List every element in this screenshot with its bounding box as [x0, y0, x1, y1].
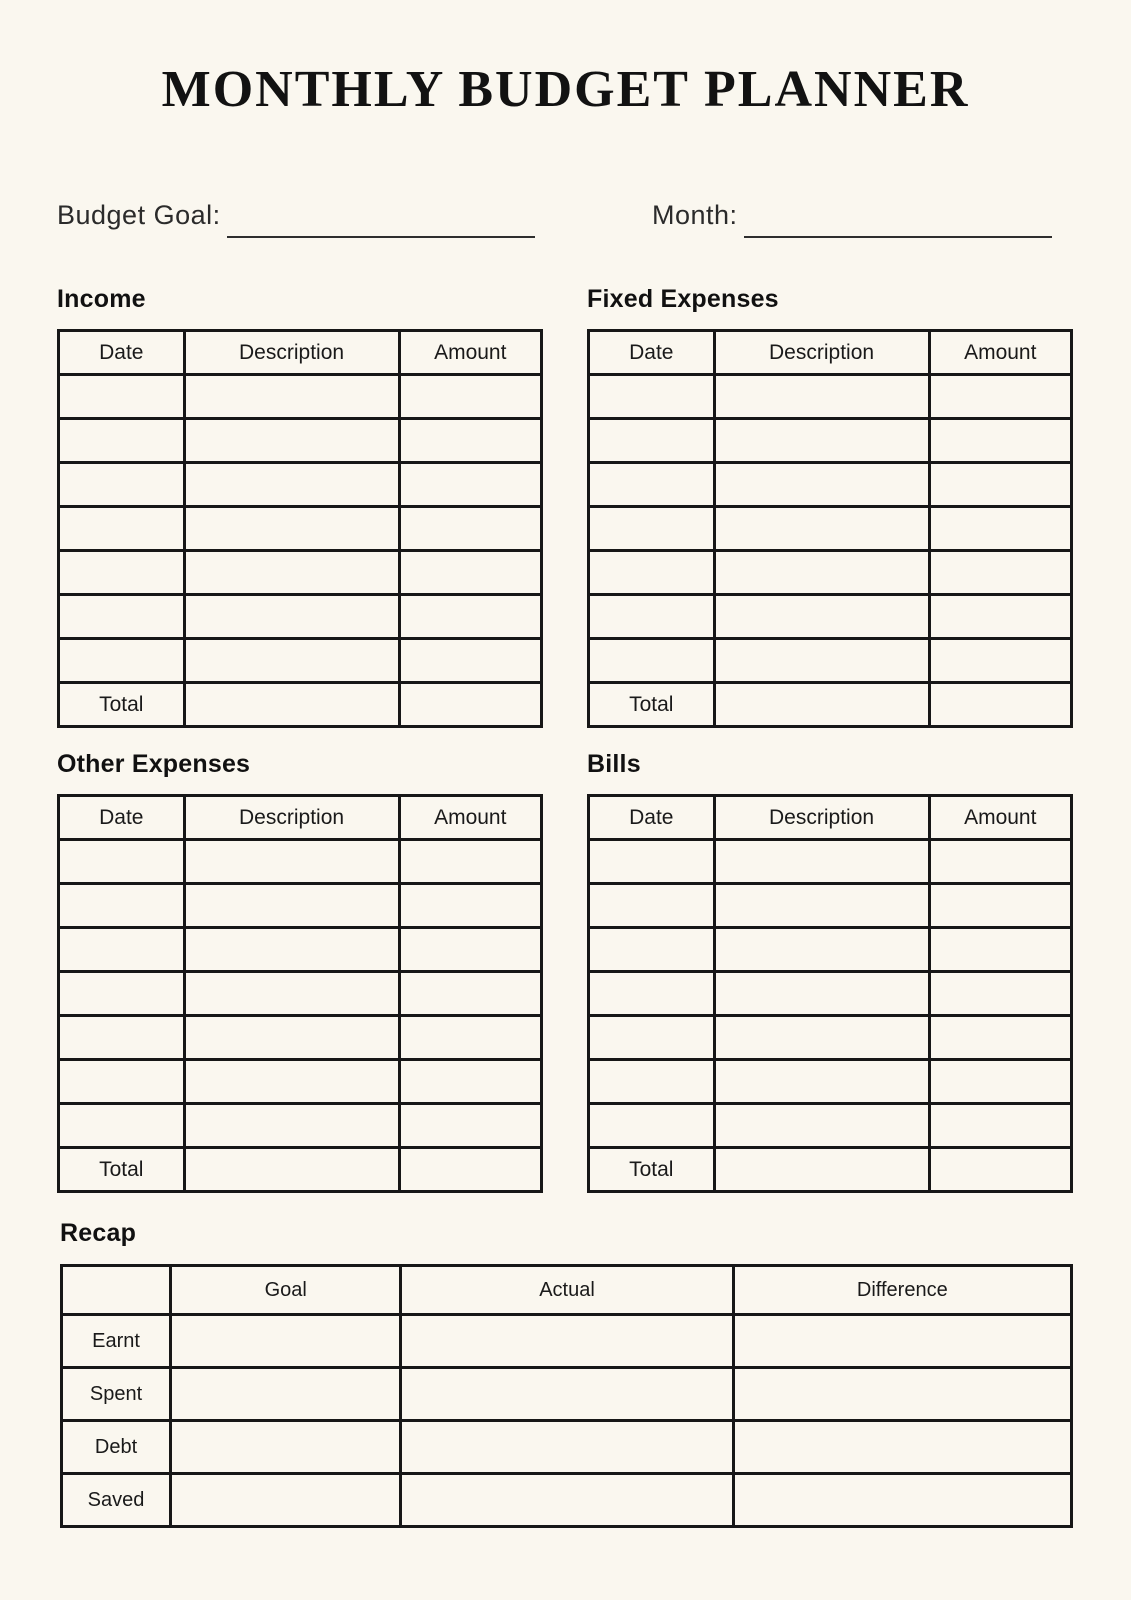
income-heading: Income — [57, 285, 146, 313]
empty-cell[interactable] — [589, 1060, 715, 1104]
empty-row — [59, 375, 542, 419]
total-amount-cell[interactable] — [929, 683, 1072, 727]
amount-column-header: Amount — [399, 796, 542, 840]
recap-row-label: Debt — [62, 1421, 171, 1474]
empty-cell[interactable] — [929, 507, 1072, 551]
empty-cell[interactable] — [714, 639, 929, 683]
total-description-cell[interactable] — [184, 1148, 399, 1192]
spent-goal-cell[interactable] — [171, 1368, 401, 1421]
description-column-header: Description — [714, 331, 929, 375]
empty-cell[interactable] — [589, 1104, 715, 1148]
recap-row-label: Saved — [62, 1474, 171, 1527]
income-section — [57, 285, 543, 728]
debt-difference-cell[interactable] — [733, 1421, 1071, 1474]
empty-cell[interactable] — [714, 840, 929, 884]
empty-cell[interactable] — [399, 1060, 542, 1104]
empty-cell[interactable] — [184, 507, 399, 551]
empty-row — [59, 595, 542, 639]
recap-section — [60, 1219, 1073, 1528]
empty-cell[interactable] — [929, 419, 1072, 463]
empty-row — [589, 884, 1072, 928]
date-column-header: Date — [59, 331, 185, 375]
empty-cell[interactable] — [399, 884, 542, 928]
total-row — [589, 683, 1072, 727]
empty-cell[interactable] — [929, 463, 1072, 507]
bottom-tables-row — [57, 750, 1131, 1193]
empty-row — [589, 507, 1072, 551]
earnt-goal-cell[interactable] — [171, 1315, 401, 1368]
total-label: Total — [589, 683, 715, 727]
empty-cell[interactable] — [184, 840, 399, 884]
total-description-cell[interactable] — [714, 1148, 929, 1192]
empty-cell[interactable] — [714, 507, 929, 551]
total-amount-cell[interactable] — [929, 1148, 1072, 1192]
empty-cell[interactable] — [59, 551, 185, 595]
empty-cell[interactable] — [184, 1060, 399, 1104]
total-label: Total — [59, 1148, 185, 1192]
header-row — [589, 331, 1072, 375]
budget-goal-field — [57, 199, 535, 231]
empty-cell[interactable] — [714, 884, 929, 928]
recap-row-label: Earnt — [62, 1315, 171, 1368]
total-amount-cell[interactable] — [399, 683, 542, 727]
empty-cell[interactable] — [929, 972, 1072, 1016]
earnt-actual-cell[interactable] — [401, 1315, 733, 1368]
empty-cell[interactable] — [59, 840, 185, 884]
empty-row — [59, 1016, 542, 1060]
empty-cell[interactable] — [714, 1016, 929, 1060]
empty-cell[interactable] — [399, 551, 542, 595]
empty-cell[interactable] — [184, 595, 399, 639]
empty-row — [59, 884, 542, 928]
empty-row — [589, 375, 1072, 419]
spent-difference-cell[interactable] — [733, 1368, 1071, 1421]
empty-cell[interactable] — [59, 1104, 185, 1148]
top-tables-row — [57, 285, 1131, 728]
header-row — [589, 796, 1072, 840]
total-description-cell[interactable] — [714, 683, 929, 727]
empty-row — [589, 419, 1072, 463]
recap-header-row — [62, 1266, 1072, 1315]
empty-cell[interactable] — [399, 375, 542, 419]
bills-heading: Bills — [587, 750, 641, 778]
empty-cell[interactable] — [59, 507, 185, 551]
recap-row-spent — [62, 1368, 1072, 1421]
empty-cell[interactable] — [589, 375, 715, 419]
empty-cell[interactable] — [184, 551, 399, 595]
empty-row — [59, 1104, 542, 1148]
empty-cell[interactable] — [929, 639, 1072, 683]
income-table — [57, 329, 543, 728]
debt-goal-cell[interactable] — [171, 1421, 401, 1474]
month-field — [652, 199, 1052, 231]
empty-cell[interactable] — [184, 463, 399, 507]
empty-cell[interactable] — [929, 928, 1072, 972]
empty-cell[interactable] — [59, 595, 185, 639]
empty-cell[interactable] — [184, 884, 399, 928]
empty-cell[interactable] — [589, 928, 715, 972]
empty-row — [589, 1016, 1072, 1060]
empty-cell[interactable] — [184, 419, 399, 463]
empty-row — [589, 928, 1072, 972]
empty-row — [589, 551, 1072, 595]
empty-cell[interactable] — [184, 639, 399, 683]
empty-cell[interactable] — [59, 884, 185, 928]
empty-row — [589, 595, 1072, 639]
empty-row — [59, 463, 542, 507]
debt-actual-cell[interactable] — [401, 1421, 733, 1474]
empty-cell[interactable] — [399, 928, 542, 972]
amount-column-header: Amount — [929, 796, 1072, 840]
empty-cell[interactable] — [929, 840, 1072, 884]
empty-cell[interactable] — [589, 972, 715, 1016]
empty-row — [59, 972, 542, 1016]
empty-row — [59, 639, 542, 683]
empty-row — [59, 507, 542, 551]
bills-section — [587, 750, 1073, 1193]
empty-cell[interactable] — [59, 1016, 185, 1060]
empty-cell[interactable] — [714, 463, 929, 507]
empty-row — [59, 551, 542, 595]
other-expenses-table — [57, 794, 543, 1193]
date-column-header: Date — [59, 796, 185, 840]
total-label: Total — [589, 1148, 715, 1192]
saved-actual-cell[interactable] — [401, 1474, 733, 1527]
total-label: Total — [59, 683, 185, 727]
empty-cell[interactable] — [589, 840, 715, 884]
empty-cell[interactable] — [714, 419, 929, 463]
empty-cell[interactable] — [929, 1060, 1072, 1104]
recap-table — [60, 1264, 1073, 1528]
difference-column-header: Difference — [733, 1266, 1071, 1315]
total-row — [589, 1148, 1072, 1192]
empty-cell[interactable] — [399, 1104, 542, 1148]
other-expenses-section — [57, 750, 543, 1193]
header-row — [59, 331, 542, 375]
spent-actual-cell[interactable] — [401, 1368, 733, 1421]
empty-cell[interactable] — [714, 972, 929, 1016]
empty-cell[interactable] — [59, 463, 185, 507]
budget-goal-label: Budget Goal: — [57, 199, 221, 230]
other-expenses-heading: Other Expenses — [57, 750, 251, 778]
bills-table — [587, 794, 1073, 1193]
empty-row — [59, 419, 542, 463]
empty-cell[interactable] — [589, 639, 715, 683]
fixed-expenses-table — [587, 329, 1073, 728]
empty-cell[interactable] — [399, 419, 542, 463]
empty-cell[interactable] — [929, 884, 1072, 928]
empty-cell[interactable] — [714, 1104, 929, 1148]
page-title: MONTHLY BUDGET PLANNER — [161, 61, 970, 118]
description-column-header: Description — [184, 796, 399, 840]
empty-cell[interactable] — [589, 507, 715, 551]
empty-cell[interactable] — [589, 551, 715, 595]
empty-row — [59, 928, 542, 972]
recap-row-debt — [62, 1421, 1072, 1474]
empty-row — [589, 639, 1072, 683]
recap-row-label: Spent — [62, 1368, 171, 1421]
empty-cell[interactable] — [399, 507, 542, 551]
earnt-difference-cell[interactable] — [733, 1315, 1071, 1368]
empty-cell[interactable] — [184, 1104, 399, 1148]
empty-row — [589, 840, 1072, 884]
actual-column-header: Actual — [401, 1266, 733, 1315]
goal-column-header: Goal — [171, 1266, 401, 1315]
empty-cell[interactable] — [59, 1060, 185, 1104]
empty-cell[interactable] — [399, 1016, 542, 1060]
empty-cell[interactable] — [929, 1104, 1072, 1148]
empty-cell[interactable] — [929, 551, 1072, 595]
empty-cell[interactable] — [184, 1016, 399, 1060]
description-column-header: Description — [184, 331, 399, 375]
empty-cell[interactable] — [929, 595, 1072, 639]
empty-cell[interactable] — [59, 375, 185, 419]
empty-cell[interactable] — [589, 419, 715, 463]
empty-cell[interactable] — [399, 463, 542, 507]
empty-row — [589, 1104, 1072, 1148]
month-input-line[interactable] — [744, 236, 1052, 238]
empty-cell[interactable] — [589, 463, 715, 507]
saved-goal-cell[interactable] — [171, 1474, 401, 1527]
empty-cell[interactable] — [399, 639, 542, 683]
fixed-expenses-heading: Fixed Expenses — [587, 285, 779, 313]
amount-column-header: Amount — [399, 331, 542, 375]
empty-row — [59, 1060, 542, 1104]
total-row — [59, 683, 542, 727]
empty-cell[interactable] — [59, 972, 185, 1016]
recap-row-saved — [62, 1474, 1072, 1527]
total-description-cell[interactable] — [184, 683, 399, 727]
recap-row-earnt — [62, 1315, 1072, 1368]
header-fields — [57, 189, 1052, 231]
empty-cell[interactable] — [714, 551, 929, 595]
header-row — [59, 796, 542, 840]
empty-cell[interactable] — [399, 595, 542, 639]
empty-cell[interactable] — [929, 1016, 1072, 1060]
empty-cell[interactable] — [589, 1016, 715, 1060]
empty-cell[interactable] — [714, 375, 929, 419]
empty-cell[interactable] — [184, 375, 399, 419]
empty-cell[interactable] — [589, 595, 715, 639]
recap-corner-cell — [62, 1266, 171, 1315]
description-column-header: Description — [714, 796, 929, 840]
empty-row — [589, 972, 1072, 1016]
date-column-header: Date — [589, 331, 715, 375]
empty-cell[interactable] — [929, 375, 1072, 419]
empty-cell[interactable] — [399, 972, 542, 1016]
empty-cell[interactable] — [184, 928, 399, 972]
saved-difference-cell[interactable] — [733, 1474, 1071, 1527]
empty-cell[interactable] — [399, 840, 542, 884]
total-amount-cell[interactable] — [399, 1148, 542, 1192]
month-label: Month: — [652, 199, 738, 230]
empty-cell[interactable] — [714, 928, 929, 972]
empty-cell[interactable] — [59, 419, 185, 463]
empty-row — [589, 1060, 1072, 1104]
date-column-header: Date — [589, 796, 715, 840]
empty-cell[interactable] — [589, 884, 715, 928]
budget-goal-input-line[interactable] — [227, 236, 535, 238]
empty-row — [589, 463, 1072, 507]
empty-cell[interactable] — [59, 639, 185, 683]
empty-cell[interactable] — [714, 1060, 929, 1104]
empty-row — [59, 840, 542, 884]
fixed-expenses-section — [587, 285, 1073, 728]
empty-cell[interactable] — [714, 595, 929, 639]
empty-cell[interactable] — [59, 928, 185, 972]
recap-heading: Recap — [60, 1219, 137, 1247]
amount-column-header: Amount — [929, 331, 1072, 375]
total-row — [59, 1148, 542, 1192]
empty-cell[interactable] — [184, 972, 399, 1016]
